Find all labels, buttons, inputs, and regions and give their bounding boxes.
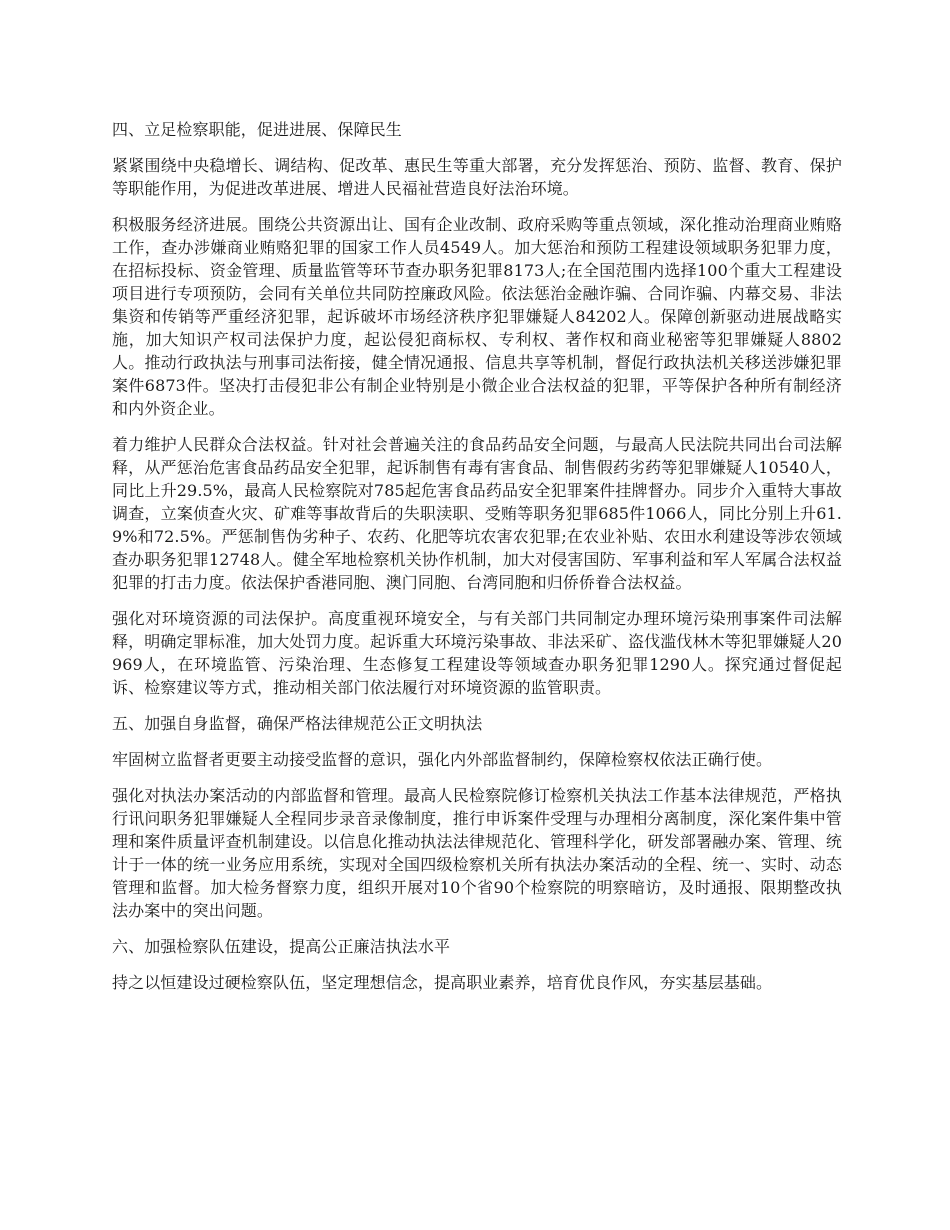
paragraph: 紧紧围绕中央稳增长、调结构、促改革、惠民生等重大部署，充分发挥惩治、预防、监督、教育、保护等职能作用，为促进改革进展、增进人民福祉营造良好法治环境。	[112, 156, 842, 198]
section-heading-5: 五、加强自身监督，确保严格法律规范公正文明执法	[112, 714, 483, 733]
section-heading-4: 四、立足检察职能，促进进展、保障民生	[112, 120, 402, 139]
document-body	[112, 118, 842, 1007]
paragraph: 牢固树立监督者更要主动接受监督的意识，强化内外部监督制约，保障检察权依法正确行使。	[112, 750, 773, 769]
paragraph: 持之以恒建设过硬检察队伍，坚定理想信念，提高职业素养，培育优良作风，夯实基层基础。	[112, 973, 773, 992]
paragraph: 强化对执法办案活动的内部监督和管理。最高人民检察院修订检察机关执法工作基本法律规范，严格执行讯问职务犯罪嫌疑人全程同步录音录像制度，推行申诉案件受理与办理相分离制度，深化案件集中管理和案件质量评查机制建设。以信息化推动执法法律规范化、管理科学化，研发部署融办案、管理、统计于一体的统一业务应用系统，实现对全国四级检察机关所有执法办案活动的全程、统一、实时、动态管理和监督。加大检务督察力度，组织开展对10个省90个检察院的明察暗访，及时通报、限期整改执法办案中的突出问题。	[112, 786, 842, 920]
paragraph: 着力维护人民群众合法权益。针对社会普遍关注的食品药品安全问题，与最高人民法院共同出台司法解释，从严惩治危害食品药品安全犯罪，起诉制售有毒有害食品、制售假药劣药等犯罪嫌疑人10540人，同比上升29.5%，最高人民检察院对785起危害食品药品安全犯罪案件挂牌督办。同步介入重特大事故调查，立案侦查火灾、矿难等事故背后的失职渎职、受贿等职务犯罪685件1066人，同比分别上升61.9%和72.5%。严惩制售伪劣种子、农药、化肥等坑农害农犯罪;在农业补贴、农田水利建设等涉农领域查办职务犯罪12748人。健全军地检察机关协作机制，加大对侵害国防、军事利益和军人军属合法权益犯罪的打击力度。依法保护香港同胞、澳门同胞、台湾同胞和归侨侨眷合法权益。	[112, 435, 842, 592]
paragraph: 积极服务经济进展。围绕公共资源出让、国有企业改制、政府采购等重点领域，深化推动治理商业贿赂工作，查办涉嫌商业贿赂犯罪的国家工作人员4549人。加大惩治和预防工程建设领域职务犯罪力度，在招标投标、资金管理、质量监管等环节查办职务犯罪8173人;在全国范围内选择100个重大工程建设项目进行专项预防，会同有关单位共同防控廉政风险。依法惩治金融诈骗、合同诈骗、内幕交易、非法集资和传销等严重经济犯罪，起诉破坏市场经济秩序犯罪嫌疑人84202人。保障创新驱动进展战略实施，加大知识产权司法保护力度，起讼侵犯商标权、专利权、著作权和商业秘密等犯罪嫌疑人8802人。推动行政执法与刑事司法衔接，健全情况通报、信息共享等机制，督促行政执法机关移送涉嫌犯罪案件6873件。坚决打击侵犯非公有制企业特别是小微企业合法权益的犯罪，平等保护各种所有制经济和内外资企业。	[112, 215, 842, 418]
paragraph: 强化对环境资源的司法保护。高度重视环境安全，与有关部门共同制定办理环境污染刑事案件司法解释，明确定罪标准，加大处罚力度。起诉重大环境污染事故、非法采矿、盗伐滥伐林木等犯罪嫌疑人20969人，在环境监管、污染治理、生态修复工程建设等领域查办职务犯罪1290人。探究通过督促起诉、检察建议等方式，推动相关部门依法履行对环境资源的监管职责。	[112, 609, 842, 697]
section-heading-6: 六、加强检察队伍建设，提高公正廉洁执法水平	[112, 937, 451, 956]
